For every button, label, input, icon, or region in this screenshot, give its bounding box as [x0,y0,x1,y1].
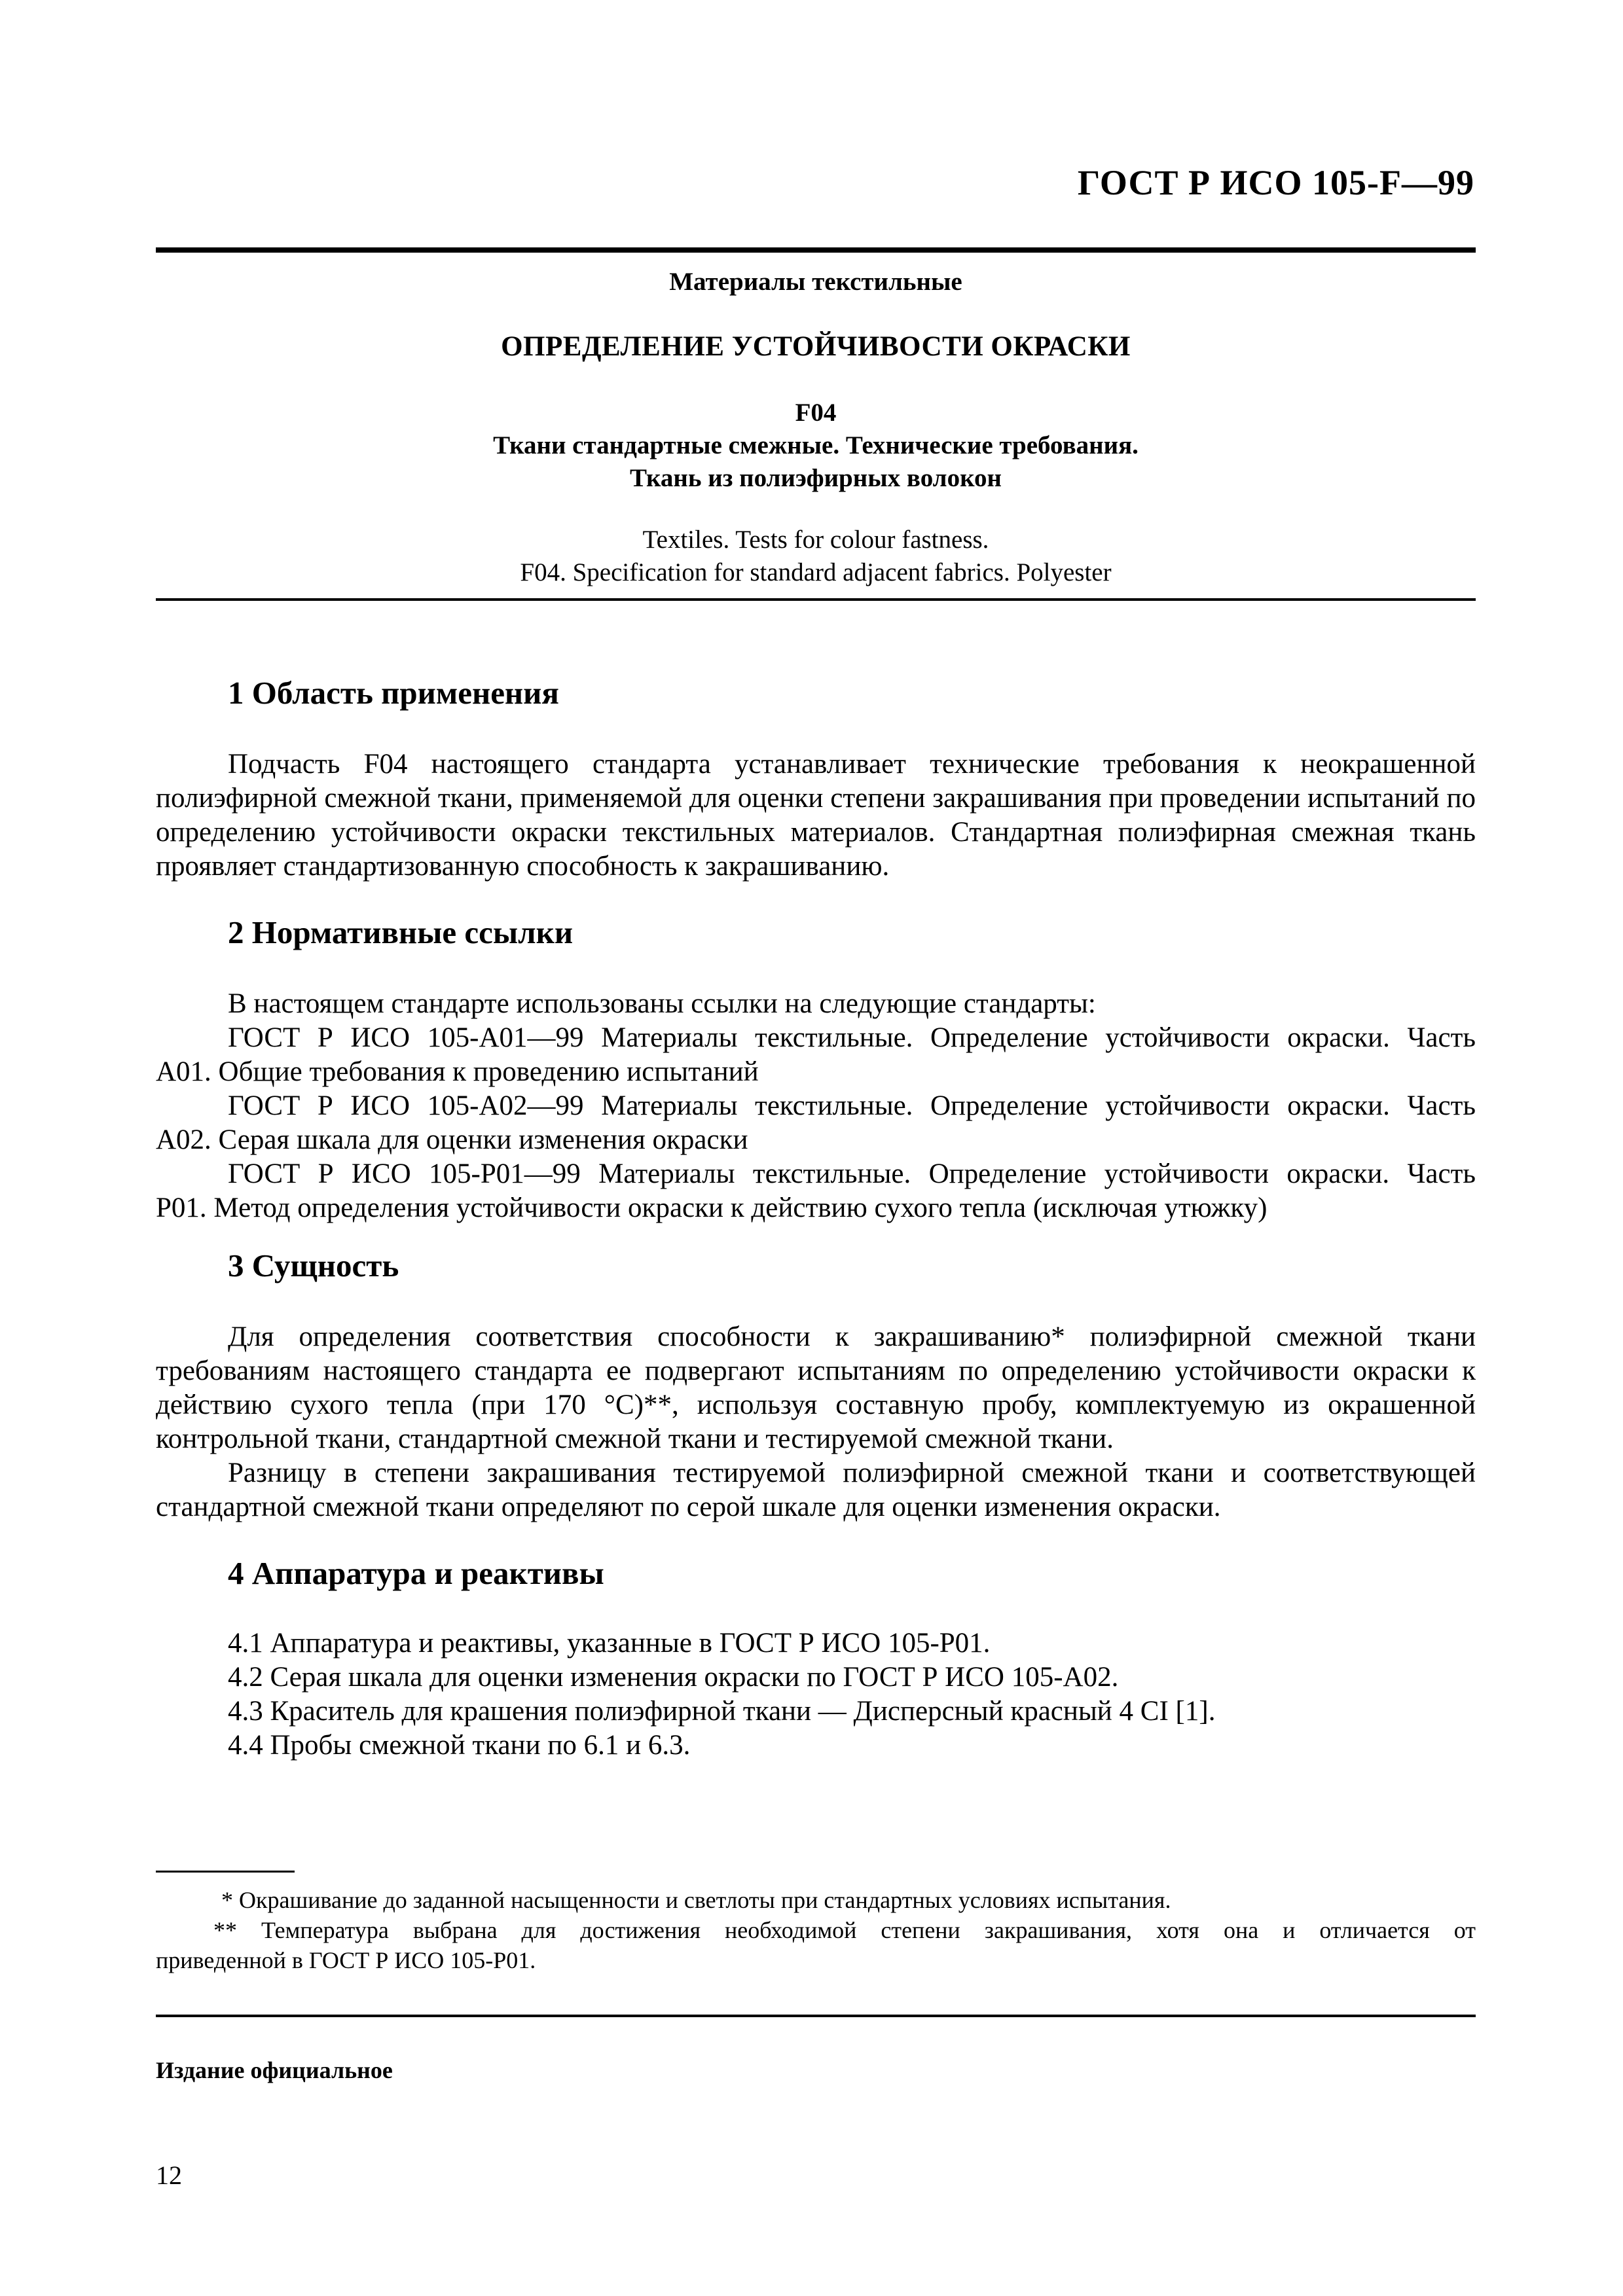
section-4-item-4: 4.4 Пробы смежной ткани по 6.1 и 6.3. [228,1730,691,1761]
reference-2-line2: A02. Серая шкала для оценки изменения окраски [156,1124,748,1155]
footnote-1: * Окрашивание до заданной насыщенности и светлоты при стандартных условиях испытания. [221,1887,1171,1913]
footnote-separator [156,1871,295,1873]
page-number: 12 [156,2161,182,2190]
section-3-paragraph-1: Для определения соответствия способности к закрашиванию* полиэфирной смежной ткани требованиям настоящего стандарта ее подвергают испытаниям по определению устойчивости окраски к действию сухого тепла (при 170 °С)**, используя составную пробу, комплектуемую из окрашенной контрольной ткани, стандартной смежной ткани и тестируемой смежной ткани. [156,1321,1476,1454]
footnote-2-line1: ** Температура выбрана для достижения необходимой степени закрашивания, хотя она и отличается от [213,1917,1476,1943]
reference-3-line2: P01. Метод определения устойчивости окраски к действию сухого тепла (исключая утюжку) [156,1193,1267,1223]
reference-1-line2: A01. Общие требования к проведению испытаний [156,1056,759,1087]
official-edition-label: Издание официальное [156,2057,393,2083]
section-4-item-1: 4.1 Аппаратура и реактивы, указанные в ГОСТ Р ИСО 105-P01. [228,1628,991,1659]
section-2-heading: 2 Нормативные ссылки [228,914,574,950]
category-title: Материалы текстильные [669,268,962,296]
title-rule [156,598,1476,601]
section-1-text: Подчасть F04 настоящего стандарта устанавливает технические требования к неокрашенной полиэфирной смежной ткани, применяемой для оценки степени закрашивания при проведении испытаний по определению устойчивости окраски текстильных материалов. Стандартная полиэфирная смежная ткань проявляет стандартизованную способность к закрашиванию. [156,749,1476,882]
footer-rule [156,2015,1476,2017]
header-rule [156,247,1476,253]
part-title-line1: Ткани стандартные смежные. Технические требования. [493,431,1139,459]
section-4-item-3: 4.3 Краситель для крашения полиэфирной ткани — Дисперсный красный 4 CI [1]. [228,1696,1216,1727]
part-code: F04 [795,399,837,427]
english-title-line2: F04. Specification for standard adjacent fabrics. Polyester [520,558,1112,586]
section-3-paragraph-2: Разницу в степени закрашивания тестируемой полиэфирной смежной ткани и соответствующей стандартной смежной ткани определяют по серой шкале для оценки изменения окраски. [156,1458,1476,1522]
main-title: ОПРЕДЕЛЕНИЕ УСТОЙЧИВОСТИ ОКРАСКИ [501,331,1131,362]
footnote-2-line2: приведенной в ГОСТ Р ИСО 105-P01. [156,1947,536,1973]
standard-code: ГОСТ Р ИСО 105-F—99 [1077,163,1474,202]
reference-3-line1: ГОСТ Р ИСО 105-P01—99 Материалы текстильные. Определение устойчивости окраски. Часть [228,1158,1476,1189]
section-1-heading: 1 Область применения [228,675,559,711]
part-title-line2: Ткань из полиэфирных волокон [630,464,1002,492]
reference-1-line1: ГОСТ Р ИСО 105-A01—99 Материалы текстильные. Определение устойчивости окраски. Часть [228,1022,1476,1053]
section-3-heading: 3 Сущность [228,1247,399,1283]
section-2-intro: В настоящем стандарте использованы ссылки на следующие стандарты: [228,988,1096,1019]
reference-2-line1: ГОСТ Р ИСО 105-A02—99 Материалы текстильные. Определение устойчивости окраски. Часть [228,1090,1476,1121]
section-4-heading: 4 Аппаратура и реактивы [228,1555,604,1591]
section-4-item-2: 4.2 Серая шкала для оценки изменения окраски по ГОСТ Р ИСО 105-A02. [228,1662,1119,1693]
english-title-line1: Textiles. Tests for colour fastness. [642,526,989,554]
